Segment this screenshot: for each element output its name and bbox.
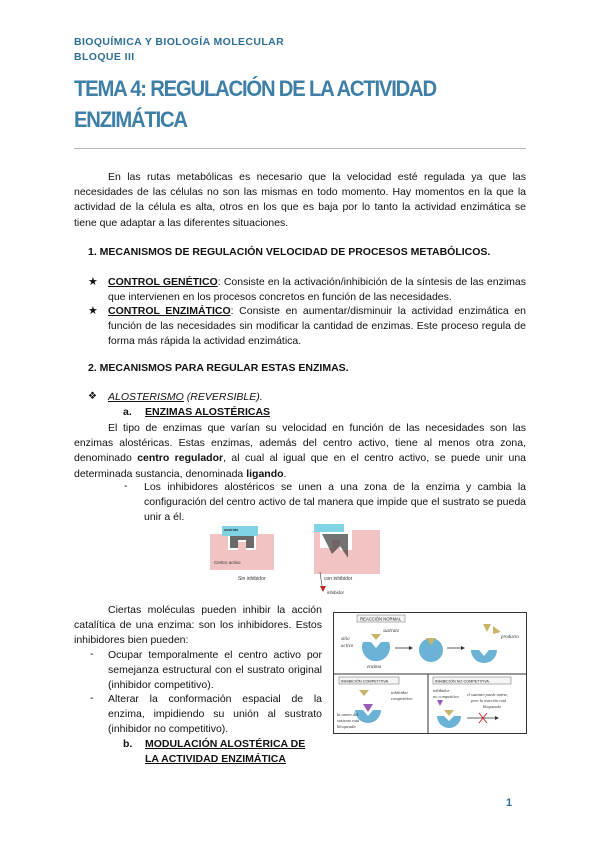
panel-title: REACCIÓN NORMAL bbox=[360, 616, 402, 622]
fig-label: competitivo bbox=[391, 696, 413, 701]
section-2-heading: 2. MECANISMOS PARA REGULAR ESTAS ENZIMAS. bbox=[88, 362, 349, 374]
subsection-b-label: b. bbox=[123, 738, 133, 750]
fig-label: con inhibidor bbox=[324, 576, 353, 582]
block-label: BLOQUE III bbox=[74, 51, 135, 63]
title-divider bbox=[74, 148, 526, 149]
fig-label: producto bbox=[501, 635, 519, 640]
fig-label: la unión del bbox=[337, 712, 358, 717]
page-title-line2: ENZIMÁTICA bbox=[74, 107, 187, 132]
substrate-shape-right bbox=[314, 524, 344, 532]
enzymatic-control-term: CONTROL ENZIMÁTICO bbox=[108, 305, 231, 317]
dash-bullet: - bbox=[90, 692, 94, 704]
subsection-a-label: a. bbox=[123, 406, 132, 418]
pointer-line bbox=[320, 572, 322, 586]
genetic-control-text: : Consiste en la activación/inhibición de la síntesis de las enzimas que intervienen en los procesos concretos en función de las necesidades. bbox=[108, 276, 527, 303]
panel-title: INHIBICIÓN NO COMPETITIVA bbox=[435, 679, 489, 684]
fig-label: Centro activo bbox=[214, 560, 241, 565]
fig-label: no competitivo bbox=[433, 694, 459, 699]
fig-label: inhibidor bbox=[327, 590, 345, 595]
fig-label: Sin inhibidor bbox=[238, 576, 266, 582]
dash-bullet: - bbox=[90, 648, 94, 660]
inhibitor-marker bbox=[320, 586, 326, 592]
page-number: 1 bbox=[506, 797, 513, 809]
intro-paragraph: En las rutas metabólicas es necesario que la velocidad esté regulada ya que las necesidades de las células no son las mismas en todo momento. Hay momentos en la que la actividad de la célula es alta, otros en los que es baja por lo tanto la actividad enzimática se tiene que adaptar a las diferentes situaciones. bbox=[74, 171, 526, 229]
enzymatic-control-text: : Consiste en aumentar/disminuir la actividad enzimática en función de las necesidades sin modificar la cantidad de enzimas. Este proceso regula de forma más rápida la actividad enzimática. bbox=[108, 305, 526, 347]
alosterismo-line bbox=[108, 391, 263, 403]
fig-label: inhibidor bbox=[391, 690, 409, 695]
star-bullet-icon: ★ bbox=[88, 276, 98, 288]
subsection-a-title: ENZIMAS ALOSTÉRICAS bbox=[145, 406, 271, 418]
genetic-control-item bbox=[108, 275, 526, 305]
inhibitors-paragraph: Ciertas moléculas pueden inhibir la acción catalítica de una enzima: son los inhibidores. Estos inhibidores bien pueden: bbox=[74, 604, 322, 647]
noncompetitive-inhibitor-item: Alterar la conformación espacial de la enzima, impidiendo su unión al sustrato (inhibidor no competitivo). bbox=[108, 693, 322, 735]
alosterismo-note: (REVERSIBLE). bbox=[183, 391, 263, 403]
allosteric-inhibition-figure bbox=[208, 522, 388, 602]
competitive-inhibitor-item: Ocupar temporalmente el centro activo por semejanza estructural con el sustrato original (inhibidor competitivo). bbox=[108, 649, 322, 691]
subsection-b-title-1: MODULACIÓN ALOSTÉRICA DE bbox=[145, 738, 306, 750]
allosteric-inhibitor-bullet: Los inhibidores alostéricos se unen a una zona de la enzima y cambia la configuración del centro activo de tal manera que impide que el sustrato se pueda unir a él. bbox=[144, 481, 526, 524]
subsection-b-title-2: LA ACTIVIDAD ENZIMÁTICA bbox=[145, 753, 286, 765]
diamond-bullet-icon: ❖ bbox=[88, 391, 97, 402]
para-bold-term: centro regulador bbox=[137, 452, 224, 465]
course-title: BIOQUÍMICA Y BIOLOGÍA MOLECULAR bbox=[74, 36, 285, 48]
dash-bullet: - bbox=[124, 480, 128, 492]
panel-title: INHIBICIÓN COMPETITIVA bbox=[341, 679, 389, 684]
para-text: , al cual al igual que en el centro activo, se puede unir una determinada sustancia, denominada bbox=[74, 452, 526, 480]
fig-label: inhibidor bbox=[433, 688, 450, 693]
fig-label: sitio bbox=[341, 637, 350, 642]
section-1-heading: 1. MECANISMOS DE REGULACIÓN VELOCIDAD DE PROCESOS METABÓLICOS. bbox=[88, 246, 491, 258]
fig-label: sustrato está bbox=[337, 718, 360, 723]
genetic-control-term: CONTROL GENÉTICO bbox=[108, 276, 218, 288]
enzymatic-control-item bbox=[108, 304, 526, 349]
para-text: El tipo de enzimas que varían su velocidad en función de las necesidades son las enzimas alostéricas. Estas enzimas, además del centro activo, tiene al menos otra zona, denominado bbox=[74, 422, 526, 465]
fig-label: bloqueada bbox=[483, 704, 501, 709]
fig-label: activo bbox=[341, 644, 354, 649]
fig-label: el sustrato puede unirse, bbox=[467, 692, 509, 697]
fig-label: bloqueada bbox=[337, 724, 356, 729]
alosterismo-term: ALOSTERISMO bbox=[108, 391, 184, 403]
fig-label: enzima bbox=[367, 665, 382, 670]
fig-label: sustrato bbox=[224, 527, 239, 532]
allosteric-paragraph bbox=[74, 421, 526, 482]
star-bullet-icon: ★ bbox=[88, 305, 98, 317]
fig-label: sustrato bbox=[383, 629, 400, 634]
subsection-b-heading bbox=[123, 737, 328, 767]
fig-label: pero la reacción está bbox=[471, 698, 507, 703]
page-title-line1: TEMA 4: REGULACIÓN DE LA ACTIVIDAD bbox=[74, 76, 436, 101]
subsection-a-heading bbox=[123, 406, 270, 418]
enzyme-inhibition-diagram bbox=[333, 612, 527, 734]
para-bold-term: ligando bbox=[246, 467, 284, 480]
para-text: . bbox=[283, 467, 287, 480]
